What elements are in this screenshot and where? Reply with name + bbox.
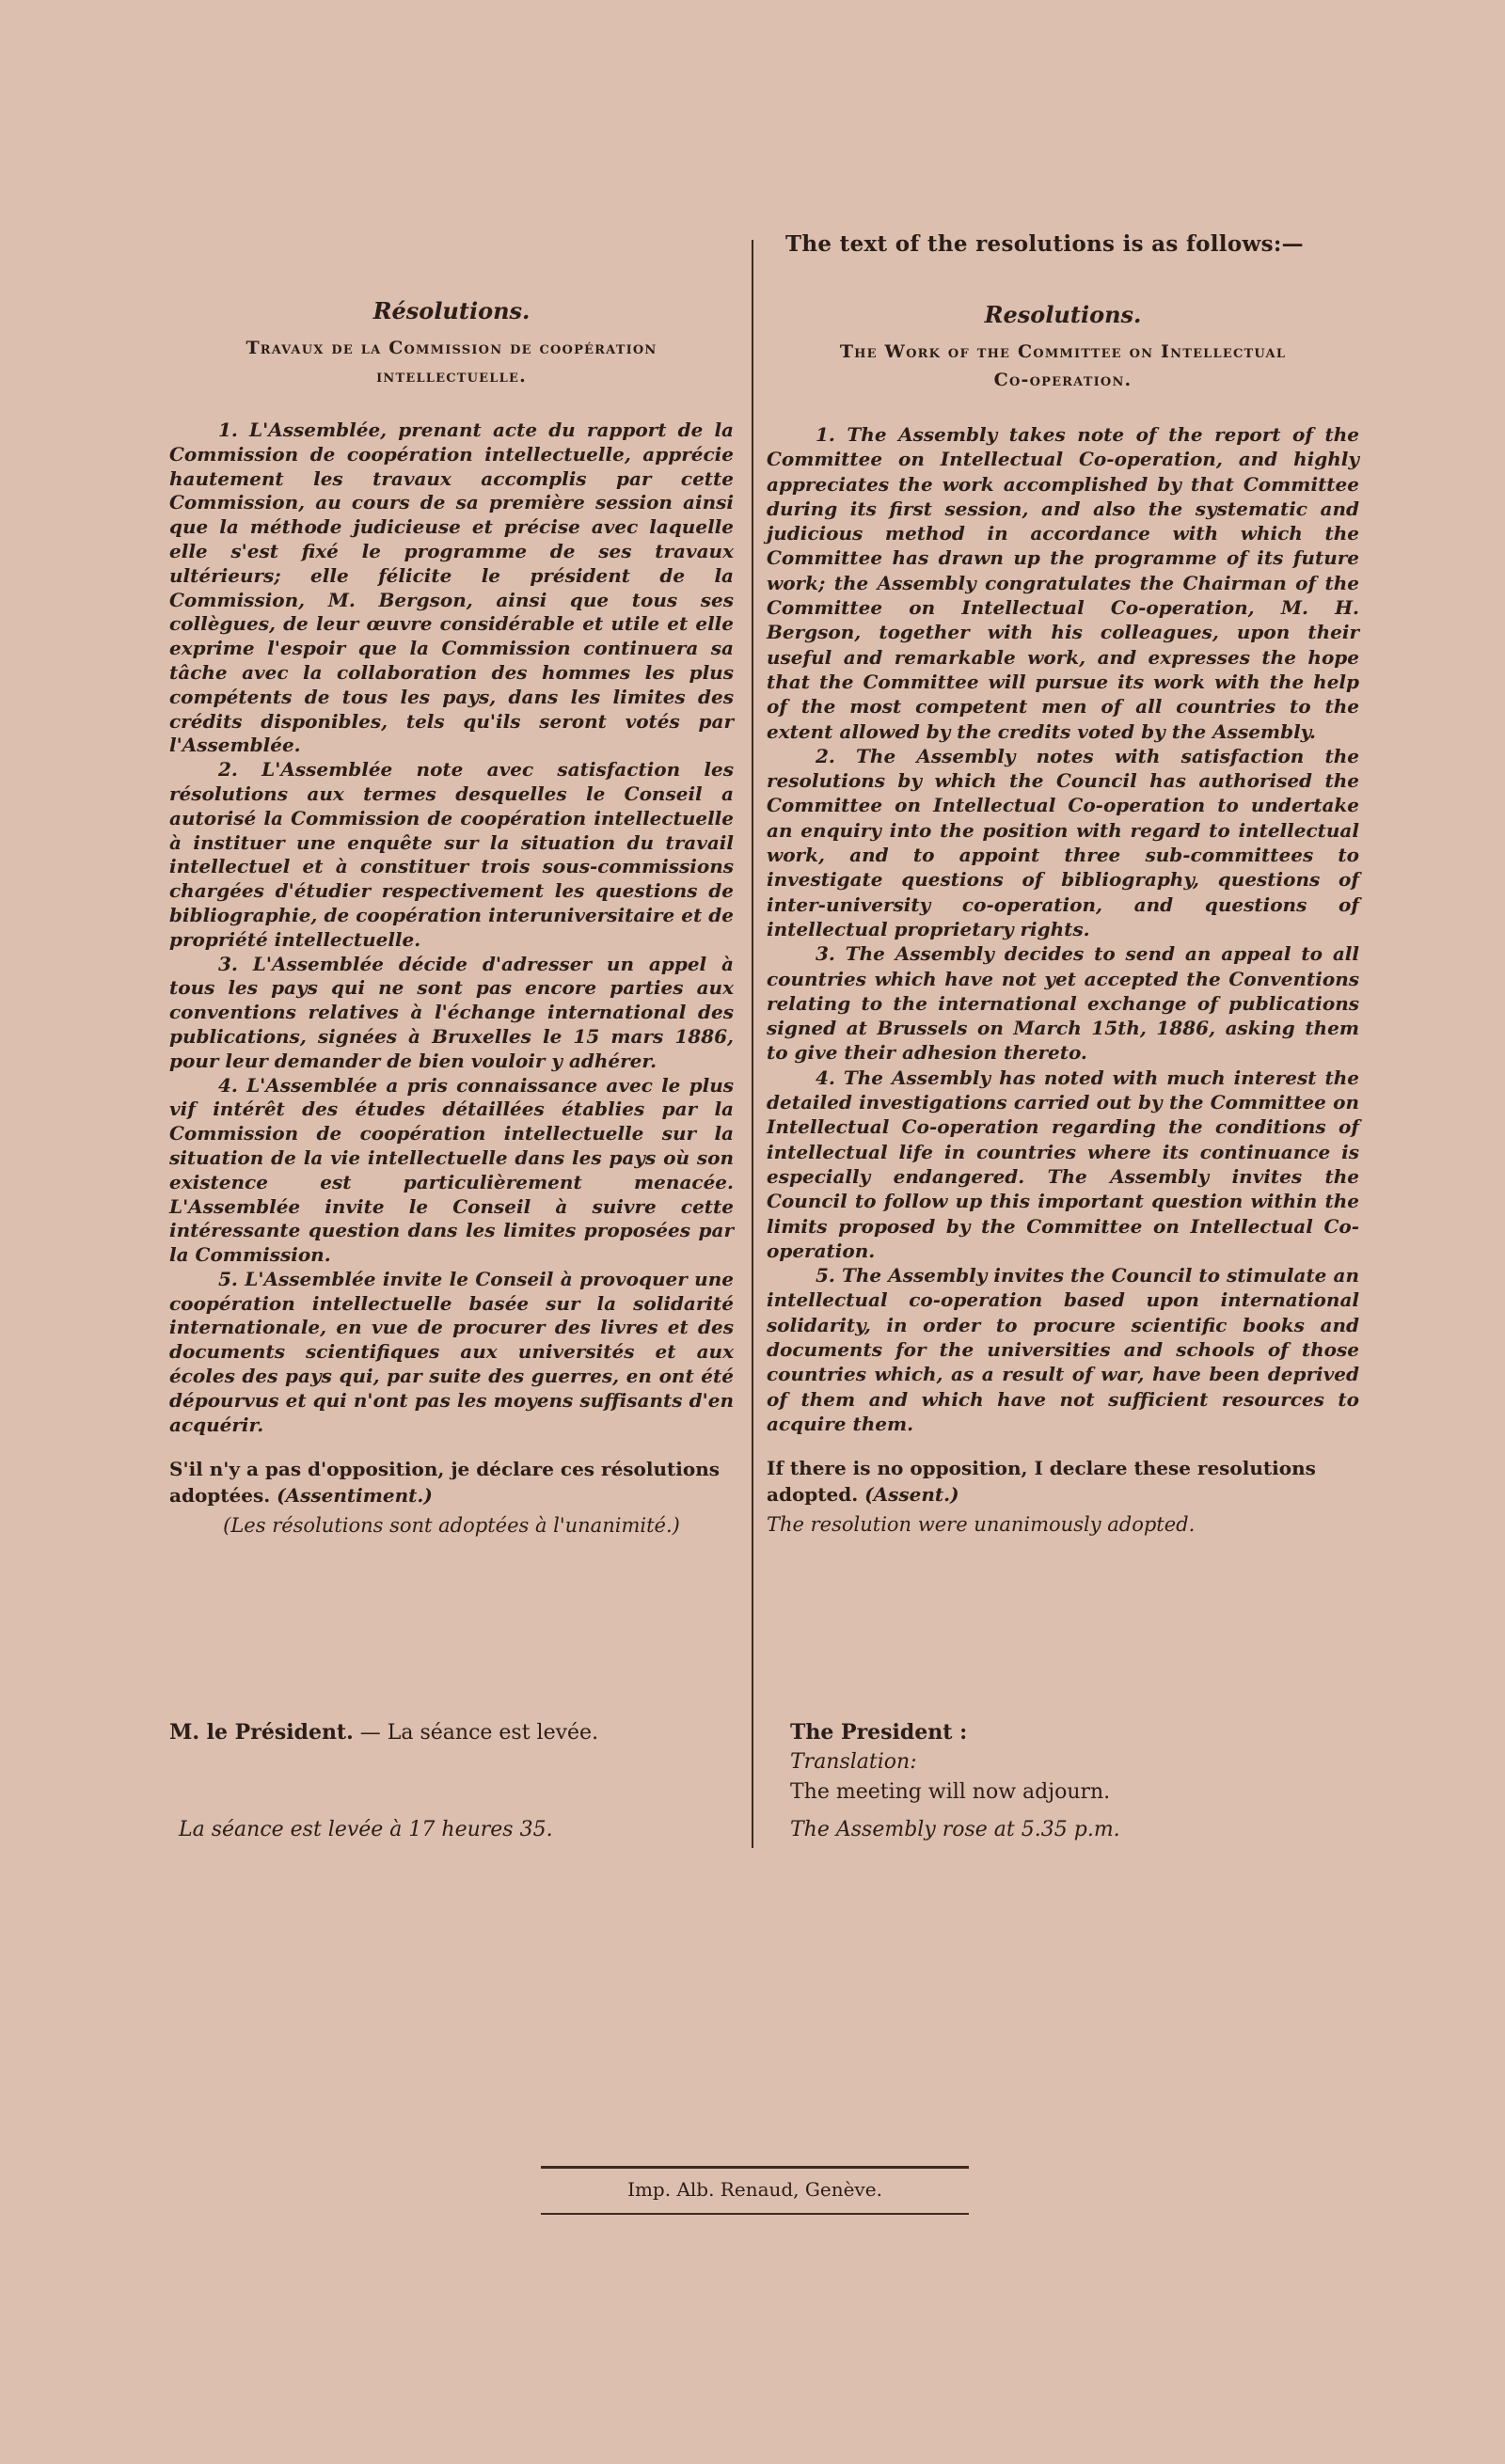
french-adopted-note: (Les résolutions sont adoptées à l'unanimité.) <box>223 1514 680 1538</box>
english-president-text: The meeting will now adjourn. <box>790 1780 1111 1804</box>
french-subtitle-line1: Travaux de la Commission de coopération <box>246 338 657 358</box>
english-president-name: The President : <box>790 1720 968 1745</box>
english-resolution-2: 2. The Assembly notes with satisfaction the resolutions by which the Council has authorised the Committee on Intellectual Co-operation to undertake an enquiry into the position with regard to intellectual work, and to appoint three sub-committees to investigate questions of bibliography, questions of inter-university co-operation, and questions of intellectual proprietary rights. <box>767 744 1359 940</box>
english-section-subtitle <box>767 338 1359 394</box>
french-resolution-3: 3. L'Assemblée décide d'adresser un appel à tous les pays qui ne sont pas encore parties aux conventions relatives à l'échange international des publications, signées à Bruxelles le 15 mars 1886, pour leur demander de bien vouloir y adhérer. <box>169 952 734 1072</box>
column-divider <box>752 240 753 1848</box>
french-president-name: M. le Président. <box>169 1720 354 1745</box>
english-resolution-1: 1. The Assembly takes note of the report of the Committee on Intellectual Co-operation, and highly appreciates the work accomplished by that Committee during its first session, and also the systematic and judicious method in accordance with which the Committee has drawn up the programme of its future work; the Assembly congratulates the Chairman of the Committee on Intellectual Co-operation, M. H. Bergson, together with his colleagues, upon their useful and remarkable work, and expresses the hope that the Committee will pursue its work with the help of the most competent men of all countries to the extent allowed by the credits voted by the Assembly. <box>767 423 1359 743</box>
english-section-title: Resolutions. <box>984 301 1142 328</box>
english-adjourn-note: The Assembly rose at 5.35 p.m. <box>790 1818 1120 1841</box>
french-president-line <box>169 1717 598 1748</box>
english-president-block <box>790 1717 1110 1808</box>
english-resolution-5: 5. The Assembly invites the Council to stimulate an intellectual co-operation based upon international solidarity, in order to procure scientific books and documents for the universities and schools of those countries which, as a result of war, have been deprived of them and which have not sufficient resources to acquire them. <box>767 1264 1359 1435</box>
english-assent: (Assent.) <box>864 1483 959 1507</box>
french-section-title: Résolutions. <box>372 297 531 324</box>
french-president-text: — La séance est levée. <box>359 1721 599 1745</box>
english-resolution-4: 4. The Assembly has noted with much interest the detailed investigations carried out by the Committee on Intellectual Co-operation regarding the conditions of intellectual life in countries where its continuance is especially endangered. The Assembly invites the Council to follow up this important question within the limits proposed by the Committee on Intellectual Co-operation. <box>767 1066 1359 1262</box>
french-column <box>169 297 734 1537</box>
resolutions-intro: The text of the resolutions is as follows:— <box>785 231 1304 257</box>
english-opposition-text: If there is no opposition, I declare these resolutions adopted. <box>767 1457 1316 1507</box>
english-translation-label: Translation: <box>790 1750 917 1774</box>
english-resolution-3: 3. The Assembly decides to send an appeal to all countries which have not yet accepted the Conventions relating to the international exchange of publications signed at Brussels on March 15th, 1886, asking them to give their adhesion thereto. <box>767 942 1359 1065</box>
french-section-subtitle <box>169 334 734 390</box>
french-assent: (Assentiment.) <box>277 1484 433 1508</box>
imprint-rule-bottom <box>541 2213 969 2215</box>
french-opposition-text: S'il n'y a pas d'opposition, je déclare ces résolutions adoptées. <box>169 1458 721 1508</box>
french-opposition-statement <box>169 1456 734 1508</box>
french-resolution-1: 1. L'Assemblée, prenant acte du rapport de la Commission de coopération intellectuelle, apprécie hautement les travaux accomplis par cette Commission, au cours de sa première session ainsi que la méthode judicieuse et précise avec laquelle elle s'est fixé le programme de ses travaux ultérieurs; elle félicite le président de la Commission, M. Bergson, ainsi que tous ses collègues, de leur œuvre considérable et utile et elle exprime l'espoir que la Commission continuera sa tâche avec la collaboration des hommes les plus compétents de tous les pays, dans les limites des crédits disponibles, tels qu'ils seront votés par l'Assemblée. <box>169 419 734 757</box>
printer-imprint: Imp. Alb. Renaud, Genève. <box>627 2178 882 2201</box>
english-resolutions <box>767 422 1359 1436</box>
french-resolution-2: 2. L'Assemblée note avec satisfaction les résolutions aux termes desquelles le Conseil a autorisé la Commission de coopération intellectuelle à instituer une enquête sur la situation du travail intellectuel et à constituer trois sous-commissions chargées d'étudier respectivement les questions de bibliographie, de coopération interuniversitaire et de propriété intellectuelle. <box>169 758 734 951</box>
french-resolutions <box>169 419 734 1437</box>
french-resolution-4: 4. L'Assemblée a pris connaissance avec le plus vif intérêt des études détaillées établies par la Commission de coopération intellectuelle sur la situation de la vie intellectuelle dans les pays où son existence est particulièrement menacée. L'Assemblée invite le Conseil à suivre cette intéressante question dans les limites proposées par la Commission. <box>169 1073 734 1267</box>
imprint-rule-top <box>541 2166 969 2169</box>
french-subtitle-line2: intellectuelle. <box>376 366 527 387</box>
english-subtitle-line2: Co-operation. <box>993 370 1133 390</box>
english-adopted-note: The resolution were unanimously adopted. <box>767 1513 1196 1537</box>
french-resolution-5: 5. L'Assemblée invite le Conseil à provoquer une coopération intellectuelle basée sur la solidarité internationale, en vue de procurer des livres et des documents scientifiques aux universités et aux écoles des pays qui, par suite des guerres, en ont été dépourvus et qui n'ont pas les moyens suffisants d'en acquérir. <box>169 1267 734 1436</box>
french-adjourn-note: La séance est levée à 17 heures 35. <box>179 1818 553 1841</box>
english-column <box>767 301 1359 1536</box>
english-subtitle-line1: The Work of the Committee on Intellectual <box>839 341 1287 362</box>
english-opposition-statement <box>767 1455 1359 1508</box>
